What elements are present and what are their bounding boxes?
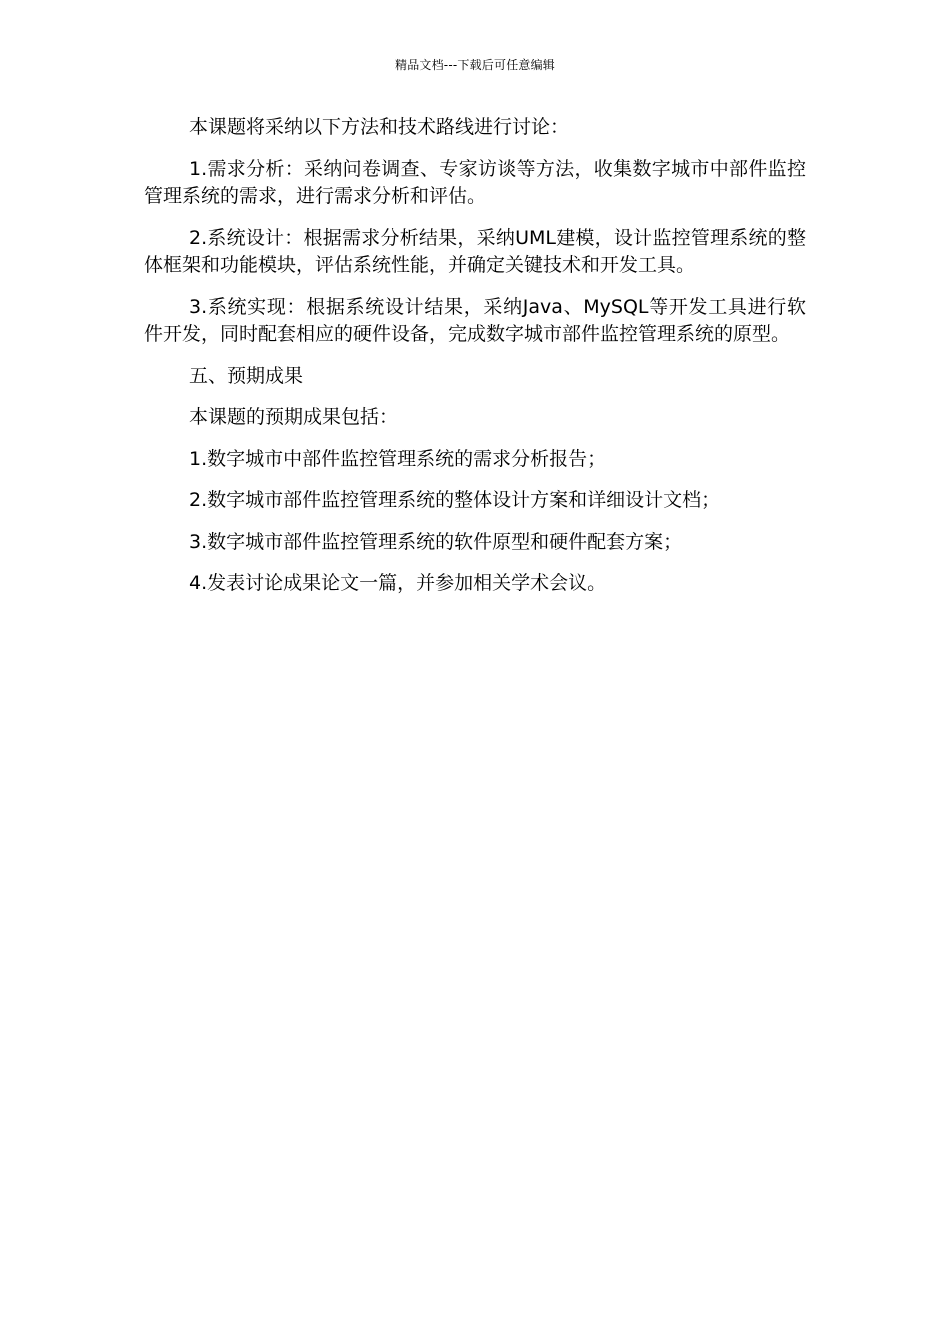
method-implementation-paragraph: 3.系统实现：根据系统设计结果，采纳Java、MySQL等开发工具进行软件开发，同时配套相应的硬件设备，完成数字城市部件监控管理系统的原型。 xyxy=(144,295,806,345)
page-header: 精品文档---下载后可任意编辑 xyxy=(395,58,555,72)
outcome-item: 2.数字城市部件监控管理系统的整体设计方案和详细设计文档； xyxy=(189,489,721,511)
outcome-item: 4.发表讨论成果论文一篇，并参加相关学术会议。 xyxy=(189,572,607,594)
intro-paragraph: 本课题将采纳以下方法和技术路线进行讨论： xyxy=(189,116,570,138)
method-requirements-paragraph: 1.需求分析：采纳问卷调查、专家访谈等方法，收集数字城市中部件监控管理系统的需求，进行需求分析和评估。 xyxy=(144,157,806,207)
method-design-paragraph: 2.系统设计：根据需求分析结果，采纳UML建模，设计监控管理系统的整体框架和功能模块，评估系统性能，并确定关键技术和开发工具。 xyxy=(144,226,806,276)
outcome-item: 1.数字城市中部件监控管理系统的需求分析报告； xyxy=(189,447,607,470)
outcome-item: 3.数字城市部件监控管理系统的软件原型和硬件配套方案； xyxy=(189,530,683,553)
section-heading: 五、预期成果 xyxy=(189,364,304,387)
outcomes-intro-paragraph: 本课题的预期成果包括： xyxy=(189,406,399,428)
document-body xyxy=(144,114,806,612)
